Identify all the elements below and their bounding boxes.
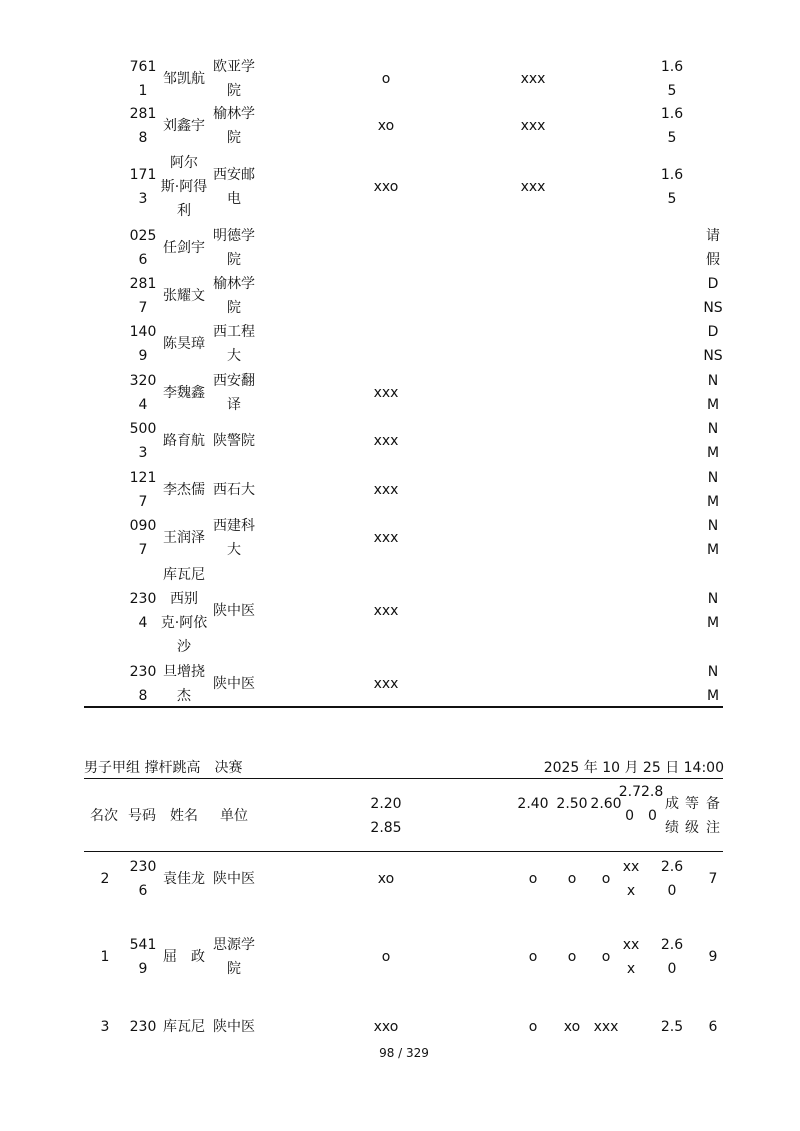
- row-unit: 陕中医: [213, 1019, 255, 1035]
- row-unit: 陕中医: [213, 676, 255, 692]
- header-name: 姓名: [170, 808, 198, 824]
- row-attempt-220: xo: [377, 871, 395, 887]
- row-unit: 西安邮 电: [213, 167, 255, 207]
- row-number: 281 7: [129, 276, 157, 316]
- row-name: 阿尔 斯·阿得 利: [160, 155, 208, 219]
- row-name: 李杰儒: [163, 482, 205, 498]
- row-grade: 9: [708, 949, 718, 965]
- row-attempt-a: xxx: [373, 433, 399, 449]
- row-unit: 榆林学 院: [213, 106, 255, 146]
- header-rank: 名次: [90, 808, 118, 824]
- row-attempt-250: o: [567, 949, 577, 965]
- header-bottom-rule: [84, 851, 723, 852]
- row-attempt-250: o: [567, 871, 577, 887]
- row-attempt-220: o: [381, 949, 391, 965]
- row-note: N M: [706, 591, 720, 631]
- row-number: 500 3: [129, 421, 157, 461]
- row-name: 刘鑫宇: [163, 118, 205, 134]
- row-number: 230 6: [129, 859, 157, 899]
- row-name: 任剑宇: [163, 240, 205, 256]
- row-rank: 2: [100, 871, 110, 887]
- row-note: N M: [706, 421, 720, 461]
- row-attempt-a: xxx: [373, 603, 399, 619]
- row-performance: 1.6 5: [660, 167, 684, 207]
- header-top-rule: [84, 778, 723, 779]
- row-unit: 思源学 院: [213, 937, 255, 977]
- header-height-250: 2.50: [556, 796, 588, 812]
- row-attempt-240: o: [528, 949, 538, 965]
- row-number: 171 3: [129, 167, 157, 207]
- row-name: 袁佳龙: [163, 871, 205, 887]
- row-unit: 陕中医: [213, 871, 255, 887]
- event-datetime: 2025 年 10 月 25 日 14:00: [543, 760, 724, 776]
- row-name: 王润泽: [163, 530, 205, 546]
- row-performance: 1.6 5: [660, 106, 684, 146]
- row-number: 541 9: [129, 937, 157, 977]
- row-number: 281 8: [129, 106, 157, 146]
- header-unit: 单位: [220, 808, 248, 824]
- row-attempt-240: o: [528, 1019, 538, 1035]
- row-attempt-250: xo: [563, 1019, 581, 1035]
- table-bottom-rule: [84, 706, 723, 708]
- header-height-220: 2.20 2.85: [370, 796, 402, 836]
- row-name: 陈昊璋: [163, 336, 205, 352]
- row-unit: 西建科 大: [213, 518, 255, 558]
- row-note: N M: [706, 664, 720, 704]
- header-height-260: 2.60: [590, 796, 622, 812]
- row-attempt-240: o: [528, 871, 538, 887]
- row-name: 张耀文: [163, 288, 205, 304]
- row-number: 025 6: [129, 228, 157, 268]
- row-name: 屈 政: [163, 949, 205, 965]
- row-name: 李魏鑫: [163, 385, 205, 401]
- row-attempt-a: o: [381, 71, 391, 87]
- row-attempt-a: xxx: [373, 530, 399, 546]
- row-number: 320 4: [129, 373, 157, 413]
- row-attempt-b: xxx: [520, 179, 546, 195]
- row-rank: 3: [100, 1019, 110, 1035]
- row-grade: 6: [708, 1019, 718, 1035]
- row-unit: 西安翻 译: [213, 373, 255, 413]
- header-performance: 成 绩: [665, 796, 679, 836]
- header-note: 备 注: [706, 796, 720, 836]
- row-attempt-b: xxx: [520, 71, 546, 87]
- row-number: 090 7: [129, 518, 157, 558]
- header-height-240: 2.40: [517, 796, 549, 812]
- header-grade: 等 级: [685, 796, 699, 836]
- row-unit: 明德学 院: [213, 228, 255, 268]
- row-attempt-270: xx x: [622, 859, 640, 899]
- row-note: N M: [706, 470, 720, 510]
- row-performance: 2.6 0: [660, 937, 684, 977]
- row-name: 邹凯航: [163, 71, 205, 87]
- row-attempt-260: o: [601, 871, 611, 887]
- row-number: 230: [129, 1019, 157, 1035]
- row-unit: 西工程 大: [213, 324, 255, 364]
- row-name: 库瓦尼 西别 克·阿依 沙: [160, 567, 208, 655]
- row-performance: 2.6 0: [660, 859, 684, 899]
- header-number: 号码: [128, 808, 156, 824]
- row-performance: 1.6 5: [660, 59, 684, 99]
- row-attempt-a: xxx: [373, 482, 399, 498]
- row-number: 140 9: [129, 324, 157, 364]
- row-note: N M: [706, 518, 720, 558]
- row-unit: 陕警院: [213, 433, 255, 449]
- row-unit: 西石大: [213, 482, 255, 498]
- row-performance: 2.5: [660, 1019, 684, 1035]
- row-attempt-a: xo: [377, 118, 395, 134]
- row-note: N M: [706, 373, 720, 413]
- row-unit: 陕中医: [213, 603, 255, 619]
- row-attempt-260: o: [601, 949, 611, 965]
- row-attempt-a: xxx: [373, 385, 399, 401]
- header-height-270-280: 2.72.8 0 0: [618, 784, 664, 824]
- row-unit: 榆林学 院: [213, 276, 255, 316]
- row-attempt-260: xxx: [593, 1019, 619, 1035]
- row-attempt-270: xx x: [622, 937, 640, 977]
- row-name: 旦增挠 杰: [163, 664, 205, 704]
- row-note: D NS: [703, 324, 723, 364]
- page-number: 98 / 329: [379, 1046, 429, 1060]
- row-unit: 欧亚学 院: [213, 59, 255, 99]
- row-note: 请 假: [706, 228, 720, 268]
- row-grade: 7: [708, 871, 718, 887]
- row-number: 230 8: [129, 664, 157, 704]
- row-attempt-220: xxo: [373, 1019, 399, 1035]
- row-attempt-a: xxo: [373, 179, 399, 195]
- row-number: 761 1: [129, 59, 157, 99]
- row-attempt-a: xxx: [373, 676, 399, 692]
- row-attempt-b: xxx: [520, 118, 546, 134]
- event-title: 男子甲组 撑杆跳高 决赛: [84, 760, 243, 776]
- row-note: D NS: [703, 276, 723, 316]
- row-number: 230 4: [129, 591, 157, 631]
- row-name: 库瓦尼: [163, 1019, 205, 1035]
- row-number: 121 7: [129, 470, 157, 510]
- row-rank: 1: [100, 949, 110, 965]
- row-name: 路育航: [163, 433, 205, 449]
